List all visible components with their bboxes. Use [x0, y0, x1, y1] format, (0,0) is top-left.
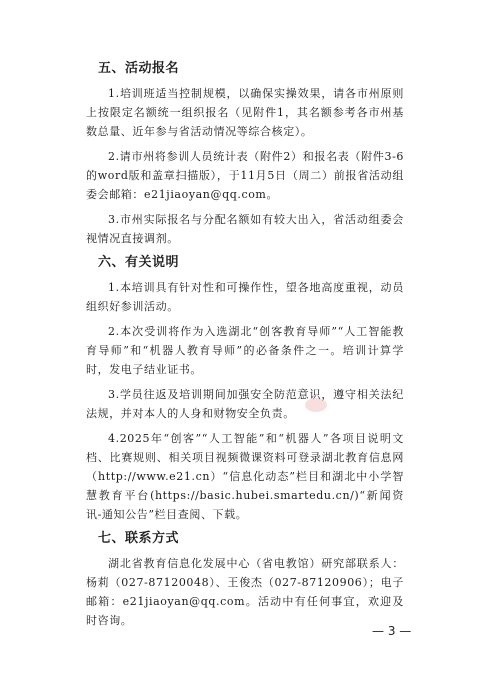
contact-paragraph: 湖北省教育信息化发展中心（省电教馆）研究部联系人：杨莉（027-87120048）、王俊杰（027-87120906）；电子邮箱：e21jiaoyan@qq.com。活动中有任何事宜，欢迎及时咨询。	[86, 557, 404, 627]
notes-item-4: 4.2025年“创客”“人工智能”和“机器人”各项目说明文档、比赛规则、相关项目视频微课资料可登录湖北教育信息网（http://www.e21.cn）“信息化动态”栏目和湖北中小学智慧教育平台(https://basic.hubei.smartedu.cn/)“新闻资讯-通知公告”栏目查阅、下载。	[86, 432, 404, 521]
document-body	[86, 60, 404, 630]
registration-item-2: 2.请市州将参训人员统计表（附件2）和报名表（附件3-6的word版和盖章扫描版），于11月5日（周二）前报省活动组委会邮箱：e21jiaoyan@qq.com。	[86, 150, 404, 201]
registration-item-1: 1.培训班适当控制规模，以确保实操效果，请各市州原则上按限定名额统一组织报名（见附件1，其名额参考各市州基数总量、近年参与省活动情况等综合核定）。	[86, 87, 404, 138]
section-heading-contact: 七、联系方式	[98, 531, 180, 546]
page-number: — 3 —	[372, 624, 412, 638]
notes-item-1: 1.本培训具有针对性和可操作性，望各地高度重视，动员组织好参训活动。	[86, 281, 404, 313]
registration-item-3: 3.市州实际报名与分配名额如有较大出入，省活动组委会视情况直接调剂。	[86, 213, 404, 245]
red-stamp-mark	[305, 398, 327, 412]
notes-item-3: 3.学员往返及培训期间加强安全防范意识，遵守相关法纪法规，并对本人的人身和财物安全负责。	[86, 388, 404, 420]
section-heading-registration: 五、活动报名	[98, 61, 180, 76]
notes-item-2: 2.本次受训将作为入选湖北“创客教育导师”“人工智能教育导师”和“机器人教育导师”的必备条件之一。培训计算学时，发电子结业证书。	[86, 325, 404, 376]
section-heading-notes: 六、有关说明	[98, 255, 180, 270]
